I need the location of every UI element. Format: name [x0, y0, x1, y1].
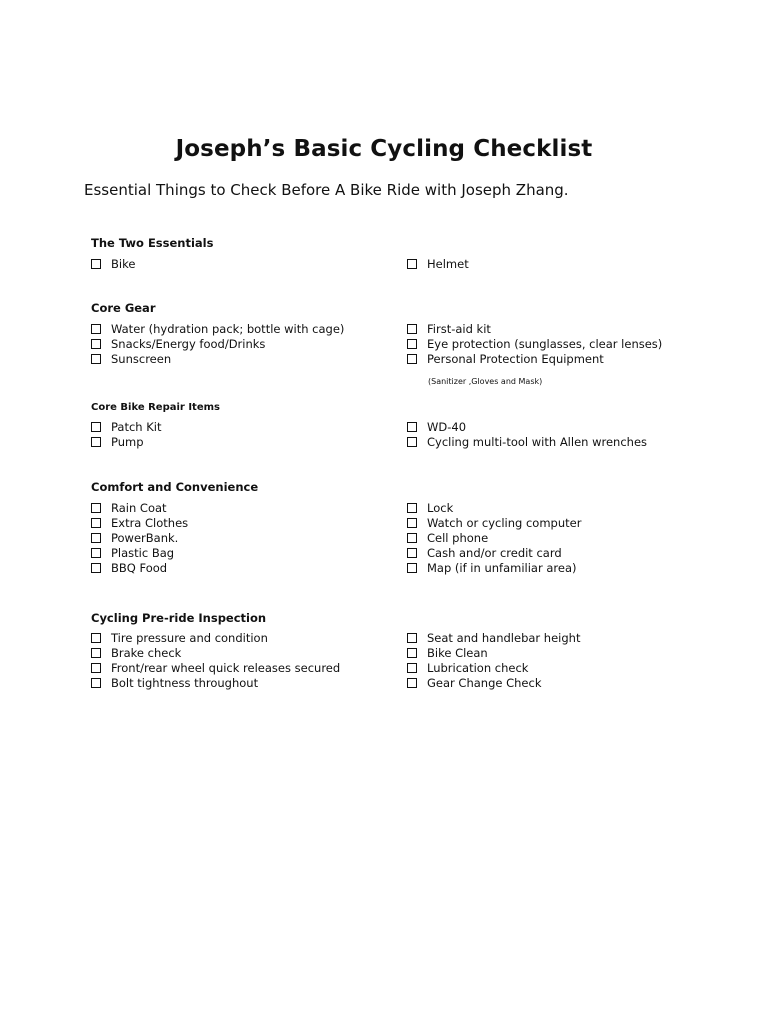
- checklist-item[interactable]: [91, 516, 188, 531]
- checklist-item-label: Plastic Bag: [111, 545, 175, 560]
- checkbox-icon[interactable]: [407, 259, 417, 269]
- ppe-note: (Sanitizer ,Gloves and Mask): [428, 377, 543, 386]
- checklist-item[interactable]: [91, 435, 162, 450]
- checklist-item[interactable]: [91, 646, 340, 661]
- checklist-item-label: Extra Clothes: [111, 516, 189, 531]
- checklist-comfort-left: [91, 501, 188, 575]
- checklist-item[interactable]: [407, 560, 581, 575]
- checklist-inspection-right: [407, 631, 580, 690]
- checkbox-icon[interactable]: [407, 678, 417, 688]
- checkbox-icon[interactable]: [407, 563, 417, 573]
- checklist-item[interactable]: [407, 501, 581, 516]
- checklist-item[interactable]: [91, 545, 188, 560]
- checklist-item[interactable]: [407, 420, 647, 435]
- checkbox-icon[interactable]: [91, 648, 101, 658]
- checklist-two-essentials-left: [91, 257, 135, 272]
- checklist-item[interactable]: [91, 257, 135, 272]
- checkbox-icon[interactable]: [91, 563, 101, 573]
- checkbox-icon[interactable]: [91, 663, 101, 673]
- checklist-item-label: Lubrication check: [427, 660, 529, 675]
- section-heading-pre-ride-inspection: Cycling Pre-ride Inspection: [91, 611, 267, 625]
- checkbox-icon[interactable]: [407, 324, 417, 334]
- checklist-item-label: First-aid kit: [427, 322, 491, 337]
- document-title: Joseph’s Basic Cycling Checklist: [175, 136, 593, 162]
- checklist-item-label: Cell phone: [427, 530, 489, 545]
- checklist-item[interactable]: [91, 531, 188, 546]
- checklist-item-label: Front/rear wheel quick releases secured: [111, 660, 341, 675]
- checklist-item[interactable]: [91, 322, 344, 337]
- checklist-item[interactable]: [407, 531, 581, 546]
- checkbox-icon[interactable]: [91, 633, 101, 643]
- checklist-item[interactable]: [407, 661, 580, 676]
- document-subtitle: Essential Things to Check Before A Bike Ride with Joseph Zhang.: [84, 181, 569, 199]
- checkbox-icon[interactable]: [91, 324, 101, 334]
- checklist-item[interactable]: [407, 545, 581, 560]
- checkbox-icon[interactable]: [407, 633, 417, 643]
- checklist-item[interactable]: [91, 661, 340, 676]
- checklist-item-label: Lock: [427, 501, 454, 516]
- checklist-item-label: Bike: [111, 257, 136, 272]
- checklist-core-gear-left: [91, 322, 344, 366]
- checklist-item-label: Eye protection (sunglasses, clear lenses): [427, 337, 663, 352]
- checklist-item[interactable]: [91, 337, 344, 352]
- checkbox-icon[interactable]: [407, 339, 417, 349]
- checkbox-icon[interactable]: [91, 533, 101, 543]
- checklist-item-label: Brake check: [111, 646, 182, 661]
- checklist-two-essentials-right: [407, 257, 469, 272]
- checklist-item-label: Water (hydration pack; bottle with cage): [111, 322, 345, 337]
- section-heading-core-bike-repair: Core Bike Repair Items: [91, 402, 220, 413]
- checklist-item-label: WD-40: [427, 420, 467, 435]
- checkbox-icon[interactable]: [91, 678, 101, 688]
- checklist-item-label: Cycling multi-tool with Allen wrenches: [427, 435, 648, 450]
- checkbox-icon[interactable]: [91, 437, 101, 447]
- checkbox-icon[interactable]: [407, 663, 417, 673]
- checkbox-icon[interactable]: [91, 548, 101, 558]
- checklist-item[interactable]: [407, 435, 647, 450]
- checklist-item-label: Patch Kit: [111, 420, 162, 435]
- checkbox-icon[interactable]: [91, 503, 101, 513]
- checklist-item[interactable]: [91, 420, 162, 435]
- section-heading-core-gear: Core Gear: [91, 301, 156, 315]
- checklist-item-label: Bolt tightness throughout: [111, 675, 259, 690]
- checklist-item-label: Map (if in unfamiliar area): [427, 560, 577, 575]
- checklist-item-label: Snacks/Energy food/Drinks: [111, 337, 266, 352]
- checklist-repair-right: [407, 420, 647, 450]
- checklist-inspection-left: [91, 631, 340, 690]
- checkbox-icon[interactable]: [91, 354, 101, 364]
- checklist-item-label: Rain Coat: [111, 501, 167, 516]
- checkbox-icon[interactable]: [407, 503, 417, 513]
- checkbox-icon[interactable]: [407, 422, 417, 432]
- checklist-comfort-right: [407, 501, 581, 575]
- checklist-item[interactable]: [407, 675, 580, 690]
- checklist-item[interactable]: [91, 352, 344, 367]
- checklist-item-label: BBQ Food: [111, 560, 168, 575]
- section-heading-two-essentials: The Two Essentials: [91, 236, 214, 250]
- checklist-item[interactable]: [91, 675, 340, 690]
- checklist-item-label: PowerBank.: [111, 530, 179, 545]
- checklist-item[interactable]: [407, 322, 662, 337]
- checklist-item-label: Watch or cycling computer: [427, 516, 582, 531]
- checklist-item[interactable]: [407, 337, 662, 352]
- checklist-item[interactable]: [407, 257, 469, 272]
- checkbox-icon[interactable]: [407, 533, 417, 543]
- checkbox-icon[interactable]: [407, 354, 417, 364]
- checklist-item[interactable]: [407, 646, 580, 661]
- checklist-item-label: Seat and handlebar height: [427, 631, 581, 646]
- checkbox-icon[interactable]: [91, 259, 101, 269]
- checklist-item[interactable]: [407, 631, 580, 646]
- checklist-item-label: Gear Change Check: [427, 675, 542, 690]
- checklist-item-label: Personal Protection Equipment: [427, 351, 604, 366]
- checklist-item-label: Pump: [111, 435, 144, 450]
- checklist-item[interactable]: [91, 560, 188, 575]
- checklist-item-label: Sunscreen: [111, 351, 172, 366]
- checkbox-icon[interactable]: [407, 548, 417, 558]
- checklist-item-label: Helmet: [427, 257, 469, 272]
- section-heading-comfort-convenience: Comfort and Convenience: [91, 480, 259, 494]
- checklist-item[interactable]: [407, 352, 662, 367]
- checklist-item[interactable]: [407, 516, 581, 531]
- checklist-item-label: Cash and/or credit card: [427, 545, 562, 560]
- checklist-item-label: Bike Clean: [427, 646, 488, 661]
- checkbox-icon[interactable]: [407, 437, 417, 447]
- checklist-item-label: Tire pressure and condition: [111, 631, 268, 646]
- checkbox-icon[interactable]: [91, 339, 101, 349]
- checkbox-icon[interactable]: [91, 422, 101, 432]
- checkbox-icon[interactable]: [407, 648, 417, 658]
- checklist-core-gear-right: [407, 322, 662, 366]
- checkbox-icon[interactable]: [407, 518, 417, 528]
- checklist-item[interactable]: [91, 501, 188, 516]
- checklist-item[interactable]: [91, 631, 340, 646]
- checkbox-icon[interactable]: [91, 518, 101, 528]
- checklist-repair-left: [91, 420, 162, 450]
